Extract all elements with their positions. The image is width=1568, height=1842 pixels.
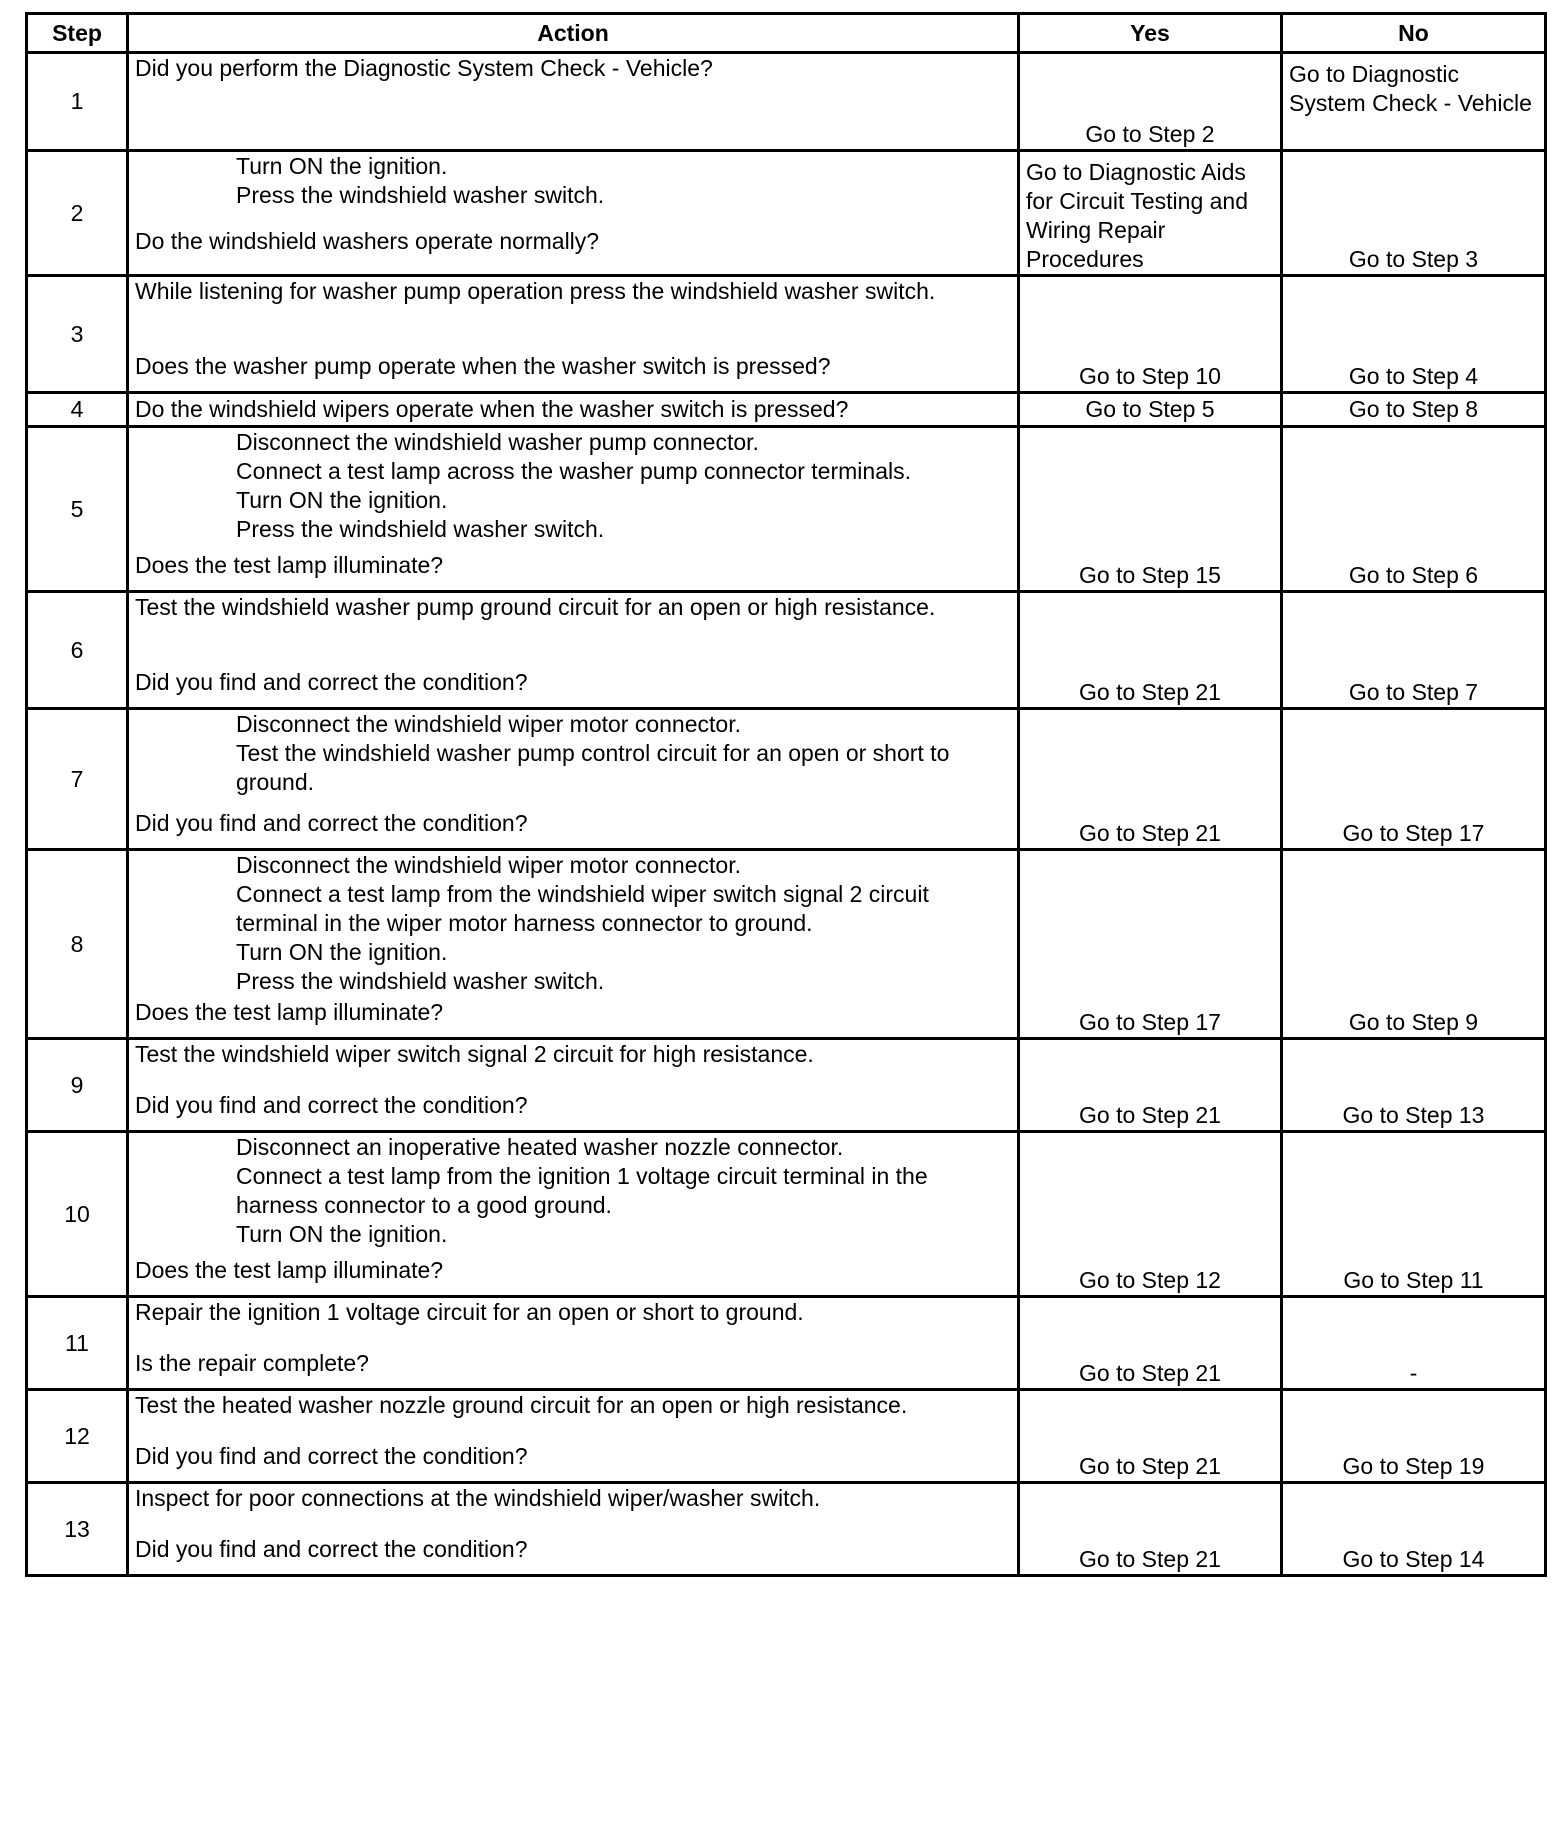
table-row [27,1483,1546,1576]
action-substep: Connect a test lamp from the windshield wiper switch signal 2 circuit terminal in the wiper motor harness connector to ground. [236,881,929,936]
action-cell [128,1039,1019,1132]
step-number: 5 [27,427,128,592]
action-substep: Disconnect an inoperative heated washer nozzle connector. [236,1134,844,1160]
no-result: Go to Step 19 [1282,1390,1546,1483]
header-yes: Yes [1019,14,1282,53]
step-number: 13 [27,1483,128,1576]
action-instruction: Test the windshield washer pump ground circuit for an open or high resistance. [135,594,936,620]
yes-result: Go to Step 21 [1019,592,1282,709]
action-substep: Turn ON the ignition. [236,1221,448,1247]
action-substep: Press the windshield washer switch. [236,182,605,208]
action-substep: Disconnect the windshield washer pump connector. [236,429,759,455]
header-no: No [1282,14,1546,53]
action-instruction: Test the heated washer nozzle ground circuit for an open or high resistance. [135,1392,908,1418]
action-substep: Turn ON the ignition. [236,153,448,179]
action-question: Did you find and correct the condition? [135,669,528,695]
action-cell [128,1483,1019,1576]
action-cell [128,53,1019,151]
step-number: 4 [27,393,128,427]
action-question: Does the test lamp illuminate? [135,1257,444,1283]
yes-result: Go to Step 17 [1019,850,1282,1039]
action-instruction: While listening for washer pump operation press the windshield washer switch. [135,278,936,304]
action-question: Do the windshield washers operate normally? [135,228,600,254]
table-row [27,592,1546,709]
step-number: 8 [27,850,128,1039]
step-number: 1 [27,53,128,151]
yes-result: Go to Diagnostic Aids for Circuit Testing and Wiring Repair Procedures [1019,151,1282,276]
yes-result: Go to Step 2 [1019,53,1282,151]
action-instruction: Test the windshield wiper switch signal 2 circuit for high resistance. [135,1041,814,1067]
yes-result: Go to Step 21 [1019,1390,1282,1483]
table-row [27,53,1546,151]
no-result: Go to Step 17 [1282,709,1546,850]
table-row [27,427,1546,592]
no-result: Go to Step 13 [1282,1039,1546,1132]
yes-result: Go to Step 12 [1019,1132,1282,1297]
action-cell [128,1297,1019,1390]
step-number: 2 [27,151,128,276]
action-question: Did you find and correct the condition? [135,1443,528,1469]
action-cell [128,276,1019,393]
diagnostic-table [25,12,1547,1577]
no-result: Go to Diagnostic System Check - Vehicle [1282,53,1546,151]
table-row [27,1039,1546,1132]
yes-result: Go to Step 21 [1019,709,1282,850]
action-substep: Disconnect the windshield wiper motor connector. [236,852,741,878]
action-question: Did you find and correct the condition? [135,810,528,836]
action-substep: Press the windshield washer switch. [236,968,605,994]
step-number: 12 [27,1390,128,1483]
action-question: Does the test lamp illuminate? [135,552,444,578]
action-substep: Turn ON the ignition. [236,939,448,965]
header-step: Step [27,14,128,53]
action-substep: Connect a test lamp from the ignition 1 voltage circuit terminal in the harness connector to a good ground. [236,1163,928,1218]
step-number: 10 [27,1132,128,1297]
no-result: Go to Step 3 [1282,151,1546,276]
action-question: Does the test lamp illuminate? [135,999,444,1025]
action-question: Did you find and correct the condition? [135,1092,528,1118]
yes-result: Go to Step 21 [1019,1297,1282,1390]
action-question: Does the washer pump operate when the washer switch is pressed? [135,353,831,379]
yes-result: Go to Step 5 [1019,393,1282,427]
no-result: Go to Step 14 [1282,1483,1546,1576]
no-result: Go to Step 8 [1282,393,1546,427]
table-row [27,1297,1546,1390]
step-number: 7 [27,709,128,850]
header-row [27,14,1546,53]
action-instruction: Inspect for poor connections at the windshield wiper/washer switch. [135,1485,821,1511]
action-cell [128,393,1019,427]
table-row [27,1390,1546,1483]
action-substep: Disconnect the windshield wiper motor connector. [236,711,741,737]
table-row [27,850,1546,1039]
action-cell [128,592,1019,709]
table-row [27,276,1546,393]
action-substep: Connect a test lamp across the washer pump connector terminals. [236,458,911,484]
header-action: Action [128,14,1019,53]
action-substep: Turn ON the ignition. [236,487,448,513]
table-row [27,1132,1546,1297]
action-cell [128,151,1019,276]
table-row [27,151,1546,276]
action-substep: Press the windshield washer switch. [236,516,605,542]
step-number: 9 [27,1039,128,1132]
no-result: Go to Step 11 [1282,1132,1546,1297]
action-question: Is the repair complete? [135,1350,369,1376]
no-result: Go to Step 4 [1282,276,1546,393]
action-question: Do the windshield wipers operate when the washer switch is pressed? [135,396,849,422]
no-result: Go to Step 9 [1282,850,1546,1039]
no-result: - [1282,1297,1546,1390]
action-question: Did you find and correct the condition? [135,1536,528,1562]
yes-result: Go to Step 15 [1019,427,1282,592]
action-instruction: Did you perform the Diagnostic System Check - Vehicle? [135,55,713,81]
step-number: 3 [27,276,128,393]
yes-result: Go to Step 21 [1019,1039,1282,1132]
step-number: 11 [27,1297,128,1390]
action-cell [128,1390,1019,1483]
action-substep: Test the windshield washer pump control circuit for an open or short to ground. [236,740,950,795]
no-result: Go to Step 7 [1282,592,1546,709]
table-row [27,393,1546,427]
action-cell [128,427,1019,592]
action-cell [128,709,1019,850]
table-row [27,709,1546,850]
yes-result: Go to Step 10 [1019,276,1282,393]
yes-result: Go to Step 21 [1019,1483,1282,1576]
action-cell [128,1132,1019,1297]
action-cell [128,850,1019,1039]
step-number: 6 [27,592,128,709]
no-result: Go to Step 6 [1282,427,1546,592]
action-instruction: Repair the ignition 1 voltage circuit for an open or short to ground. [135,1299,804,1325]
